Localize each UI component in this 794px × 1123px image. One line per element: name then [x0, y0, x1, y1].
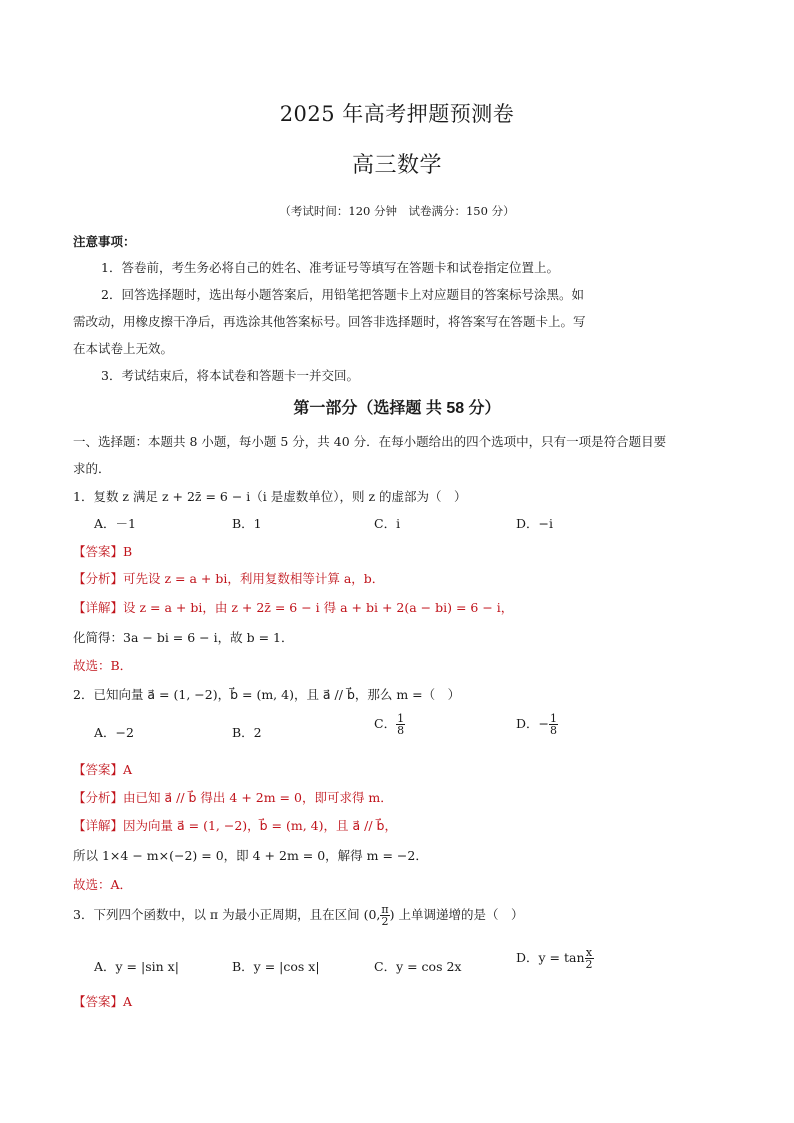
- q2-option-d-denominator: 8: [550, 724, 557, 737]
- q2-answer-tag: 【答案】: [73, 762, 124, 777]
- q3-option-b: B．y = |cos x|: [232, 959, 320, 974]
- section-instructions-line-1: 一、选择题：本题共 8 小题，每小题 5 分，共 40 分．在每小题给出的四个选项中，只有一项是符合题目要: [73, 434, 667, 449]
- notes-heading: 注意事项：: [73, 235, 136, 249]
- q1-option-a: A．－1: [94, 516, 136, 531]
- exam-meta: （考试时间：120 分钟 试卷满分：150 分）: [279, 204, 515, 218]
- q3-option-a: A．y = |sin x|: [94, 959, 179, 974]
- q2-option-d-prefix: D．−: [516, 716, 549, 731]
- q2-detail-tag: 【详解】: [73, 818, 124, 833]
- q3-answer-tag: 【答案】: [73, 994, 124, 1009]
- q3-option-c: C．y = cos 2x: [374, 959, 462, 974]
- q3-stem: [73, 904, 524, 927]
- q3-option-d-numerator: x: [585, 946, 593, 959]
- q2-option-c-fraction: [396, 713, 405, 736]
- q2-answer: [73, 760, 132, 778]
- q3-stem-start: 3．下列四个函数中，以 π 为最小正周期，且在区间 (0,: [73, 907, 381, 922]
- exam-subtitle: 高三数学: [351, 153, 442, 178]
- note-1: 1．答卷前，考生务必将自己的姓名、准考证号等填写在答题卡和试卷指定位置上。: [101, 260, 559, 275]
- q3-answer-value: A: [123, 994, 133, 1009]
- q2-option-d: [516, 713, 558, 736]
- q2-so: 所以 1×4 − m×(−2) = 0，即 4 + 2m = 0，解得 m = −2．: [73, 848, 428, 863]
- q1-detail-tag: 【详解】: [73, 600, 124, 615]
- q2-analysis: [73, 788, 393, 806]
- q2-stem: 2．已知向量 a⃗ = (1, −2)，b⃗ = (m, 4)，且 a⃗ // b⃗，那么 m =（ ）: [73, 687, 461, 702]
- q1-analysis-tag: 【分析】: [73, 571, 124, 586]
- q1-analysis-text: 可先设 z = a + bi，利用复数相等计算 a，b．: [123, 571, 385, 586]
- section-title: 第一部分（选择题 共 58 分）: [293, 400, 501, 417]
- q2-option-d-fraction: [549, 713, 558, 736]
- q3-stem-end: ) 上单调递增的是（ ）: [389, 907, 524, 922]
- q3-option-d-denominator: 2: [585, 958, 593, 971]
- q3-stem-fraction: [380, 904, 389, 927]
- note-2-line-2: 需改动，用橡皮擦干净后，再选涂其他答案标号。回答非选择题时，将答案写在答题卡上。写: [73, 314, 586, 329]
- q3-option-d-prefix: D．y = tan: [516, 950, 585, 965]
- q3-answer: [73, 992, 132, 1010]
- q1-simplify: 化简得：3a − bi = 6 − i，故 b = 1．: [73, 630, 294, 645]
- note-3: 3．考试结束后，将本试卷和答题卡一并交回。: [101, 368, 359, 383]
- q3-stem-denominator: 2: [381, 915, 389, 928]
- exam-title: 2025 年高考押题预测卷: [279, 102, 515, 126]
- q1-detail: [73, 598, 513, 616]
- q1-analysis: [73, 569, 384, 587]
- q3-stem-numerator: π: [381, 903, 389, 916]
- q1-option-b: B．1: [232, 516, 262, 531]
- q2-analysis-text: 由已知 a⃗ // b⃗ 得出 4 + 2m = 0，即可求得 m．: [123, 790, 393, 805]
- q2-option-c: [374, 713, 405, 736]
- q2-option-c-numerator: 1: [397, 712, 405, 725]
- q2-detail-text: 因为向量 a⃗ = (1, −2)，b⃗ = (m, 4)，且 a⃗ // b⃗，: [123, 818, 397, 833]
- q2-detail: [73, 816, 397, 834]
- q1-answer-value: B: [123, 544, 133, 559]
- note-2-line-3: 在本试卷上无效。: [73, 341, 174, 356]
- q1-stem: 1．复数 z 满足 z + 2z̄ = 6 − i（i 是虚数单位），则 z 的虚部为（ ）: [73, 489, 467, 504]
- q3-option-d-fraction: [585, 947, 594, 970]
- q2-option-d-numerator: 1: [550, 712, 557, 725]
- q2-option-c-prefix: C．: [374, 716, 397, 731]
- q2-choose: 故选：A．: [73, 877, 133, 892]
- q3-option-d: [516, 947, 594, 970]
- q1-detail-text: 设 z = a + bi，由 z + 2z̄ = 6 − i 得 a + bi + 2(a − bi) = 6 − i，: [123, 600, 514, 615]
- q1-option-d: D．−i: [516, 516, 553, 531]
- q2-option-c-denominator: 8: [397, 724, 405, 737]
- q1-option-c: C．i: [374, 516, 401, 531]
- section-instructions-line-2: 求的．: [73, 461, 111, 476]
- q2-option-b: B．2: [232, 725, 262, 740]
- q2-analysis-tag: 【分析】: [73, 790, 124, 805]
- q1-answer: [73, 542, 132, 560]
- q2-answer-value: A: [123, 762, 133, 777]
- q1-answer-tag: 【答案】: [73, 544, 124, 559]
- q1-choose: 故选：B．: [73, 658, 133, 673]
- note-2-line-1: 2．回答选择题时，选出每小题答案后，用铅笔把答题卡上对应题目的答案标号涂黑。如: [101, 287, 584, 302]
- q2-option-a: A．−2: [94, 725, 134, 740]
